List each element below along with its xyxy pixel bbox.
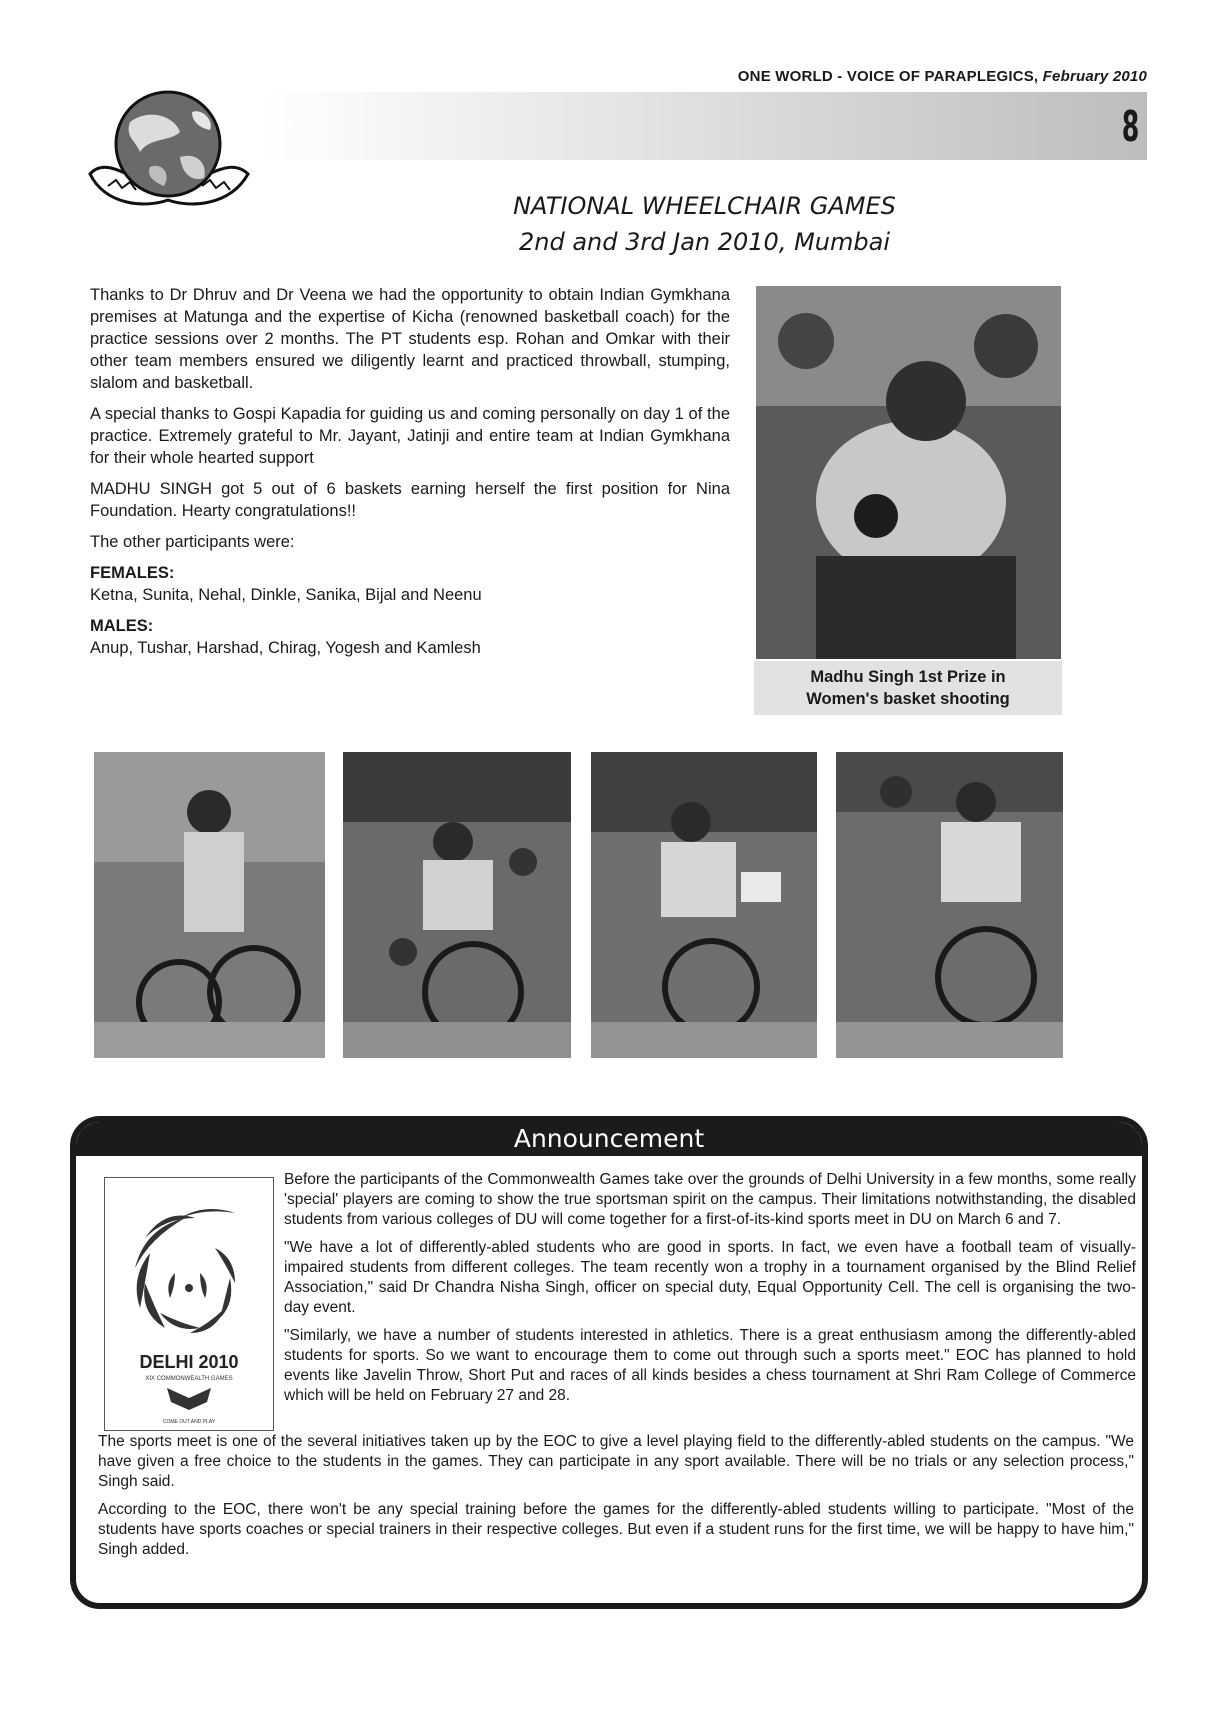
males-list: Anup, Tushar, Harshad, Chirag, Yogesh and Kamlesh bbox=[90, 639, 481, 657]
logo-subtext: XIX COMMONWEALTH GAMES bbox=[145, 1376, 233, 1382]
masthead bbox=[738, 68, 1147, 85]
photo-placeholder-icon bbox=[591, 752, 817, 1058]
logo-tagline: COME OUT AND PLAY bbox=[162, 1419, 216, 1425]
announcement-title: Announcement bbox=[513, 1124, 705, 1153]
header-band bbox=[262, 92, 1147, 160]
announcement-paragraph: "Similarly, we have a number of students interested in athletics. There is a great enthusiasm among the differently-abled students for sports. So we want to encourage them to come out through such a sports meet." EOC has planned to hold events like Javelin Throw, Short Put and races of all kinds besides a chess tournament at Shri Ram College of Commerce which will be held on February 27 and 28. bbox=[284, 1327, 1136, 1404]
delhi-2010-logo bbox=[104, 1177, 274, 1431]
announcement-text-beside-logo bbox=[284, 1170, 1136, 1414]
commonwealth-games-logo-icon bbox=[105, 1178, 273, 1430]
photo-caption-line2: Women's basket shooting bbox=[806, 690, 1010, 708]
photo-placeholder-icon bbox=[756, 286, 1061, 659]
photo-placeholder-icon bbox=[94, 752, 325, 1058]
males-heading: MALES: bbox=[90, 617, 154, 635]
photo-placeholder-icon bbox=[836, 752, 1063, 1058]
announcement-text-full bbox=[98, 1432, 1134, 1568]
event-photo-3 bbox=[591, 752, 817, 1058]
publication-name: ONE WORLD - VOICE OF PARAPLEGICS, bbox=[737, 68, 1039, 85]
announcement-box bbox=[70, 1116, 1148, 1609]
article-paragraph: A special thanks to Gospi Kapadia for guiding us and coming personally on day 1 of the practice. Extremely grateful to Mr. Jayant, Jatinji and entire team at Indian Gymkhana for their whole hearted support bbox=[90, 405, 730, 467]
article-title-line1: NATIONAL WHEELCHAIR GAMES bbox=[513, 192, 896, 220]
madhu-singh-photo bbox=[756, 286, 1061, 659]
females-list: Ketna, Sunita, Nehal, Dinkle, Sanika, Bijal and Neenu bbox=[90, 586, 482, 604]
article-title-line2: 2nd and 3rd Jan 2010, Mumbai bbox=[519, 228, 890, 256]
photo-placeholder-icon bbox=[343, 752, 571, 1058]
article-paragraph: The other participants were: bbox=[90, 533, 295, 551]
article-title bbox=[262, 188, 1147, 260]
announcement-paragraph: The sports meet is one of the several initiatives taken up by the EOC to give a level playing field to the differently-abled students on the campus. "We have given a free choice to the students in the games. They can participate in any sport available. There will be no trials or any selection process," Singh said. bbox=[98, 1433, 1134, 1490]
page-number: 8 bbox=[1121, 102, 1139, 151]
announcement-paragraph: According to the EOC, there won't be any special training before the games for the differently-abled students willing to participate. "Most of the students have sports coaches or special trainers in their respective colleges. But even if a student runs for the first time, we will be happy to have him," Singh added. bbox=[98, 1501, 1134, 1558]
announcement-paragraph: Before the participants of the Commonwealth Games take over the grounds of Delhi University in a few months, some really 'special' players are coming to show the true sportsman spirit on the campus. Their limitations notwithstanding, the disabled students from various colleges of DU will come together for a first-of-its-kind sports meet in DU on March 6 and 7. bbox=[284, 1171, 1136, 1228]
logo-wordmark: DELHI 2010 bbox=[139, 1352, 239, 1372]
event-photo-4 bbox=[836, 752, 1063, 1058]
article-body bbox=[90, 284, 730, 668]
females-heading: FEMALES: bbox=[90, 564, 175, 582]
article-paragraph: MADHU SINGH got 5 out of 6 baskets earning herself the first position for Nina Foundation. Hearty congratulations!! bbox=[90, 480, 730, 520]
globe-logo-icon bbox=[80, 82, 255, 210]
announcement-paragraph: "We have a lot of differently-abled students who are good in sports. In fact, we even have a football team of visually-impaired students from different colleges. The team recently won a trophy in a tournament organised by the Blind Relief Association," said Dr Chandra Nisha Singh, officer on special duty, Equal Opportunity Cell. The cell is organising the two-day event. bbox=[284, 1239, 1136, 1316]
photo-caption-line1: Madhu Singh 1st Prize in bbox=[810, 668, 1006, 686]
event-photo-2 bbox=[343, 752, 571, 1058]
article-paragraph: Thanks to Dr Dhruv and Dr Veena we had the opportunity to obtain Indian Gymkhana premises at Matunga and the expertise of Kicha (renowned basketball coach) for the practice sessions over 2 months. The PT students esp. Rohan and Omkar with their other team members ensured we diligently learnt and practiced throwball, stumping, slalom and basketball. bbox=[90, 286, 730, 392]
photo-caption bbox=[754, 661, 1062, 715]
issue-date: February 2010 bbox=[1042, 68, 1147, 85]
event-photo-1 bbox=[94, 752, 325, 1058]
